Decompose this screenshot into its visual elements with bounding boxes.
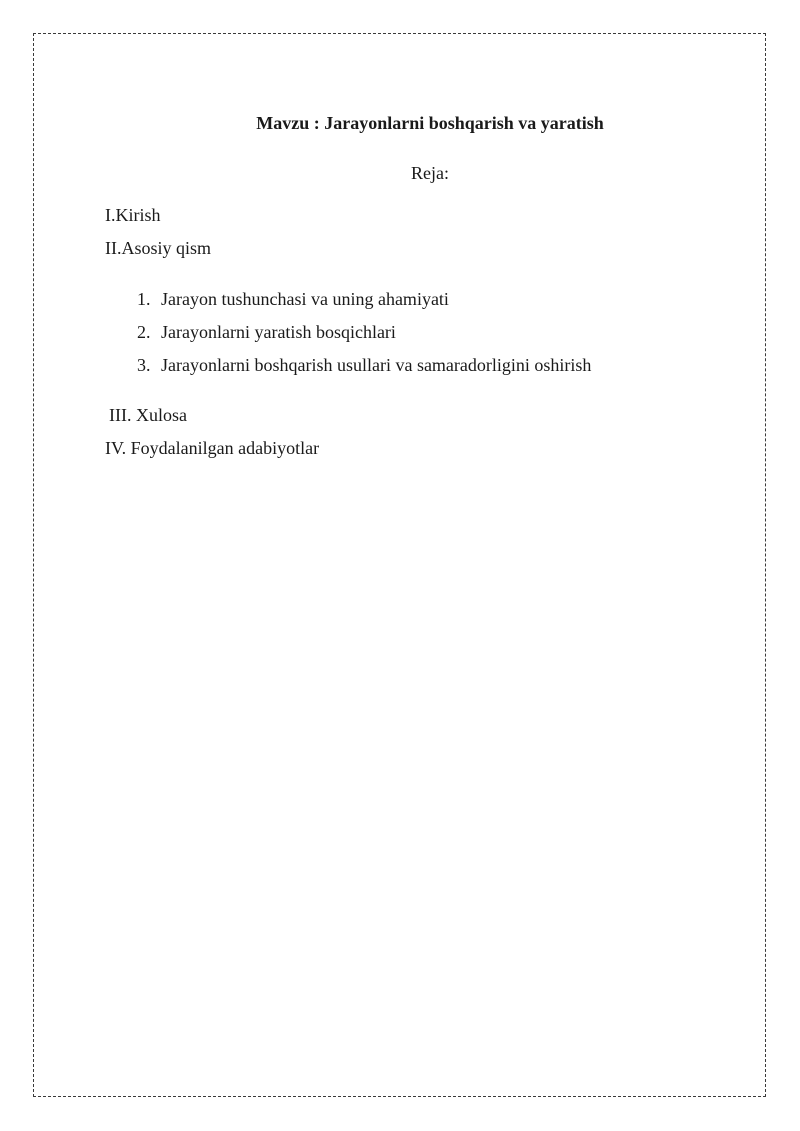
plan-heading: Reja: [411, 163, 449, 183]
subsection-text: Jarayonlarni boshqarish usullari va samaradorligini oshirish [161, 355, 592, 375]
section-references: IV. Foydalanilgan adabiyotlar [105, 438, 320, 458]
subsection-number: 1. [137, 289, 151, 309]
subsection-item-1 [137, 289, 449, 310]
subsection-item-3 [137, 355, 591, 376]
subsection-text: Jarayonlarni yaratish bosqichlari [161, 322, 396, 342]
subsection-number: 3. [137, 355, 151, 375]
page-border [33, 33, 766, 1097]
subsection-number: 2. [137, 322, 151, 342]
section-conclusion: III. Xulosa [109, 405, 187, 425]
document-title: Mavzu : Jarayonlarni boshqarish va yaratish [256, 113, 604, 133]
subsection-text: Jarayon tushunchasi va uning ahamiyati [161, 289, 449, 309]
section-introduction: I.Kirish [105, 205, 161, 225]
section-main-part: II.Asosiy qism [105, 238, 212, 258]
subsection-item-2 [137, 322, 396, 343]
